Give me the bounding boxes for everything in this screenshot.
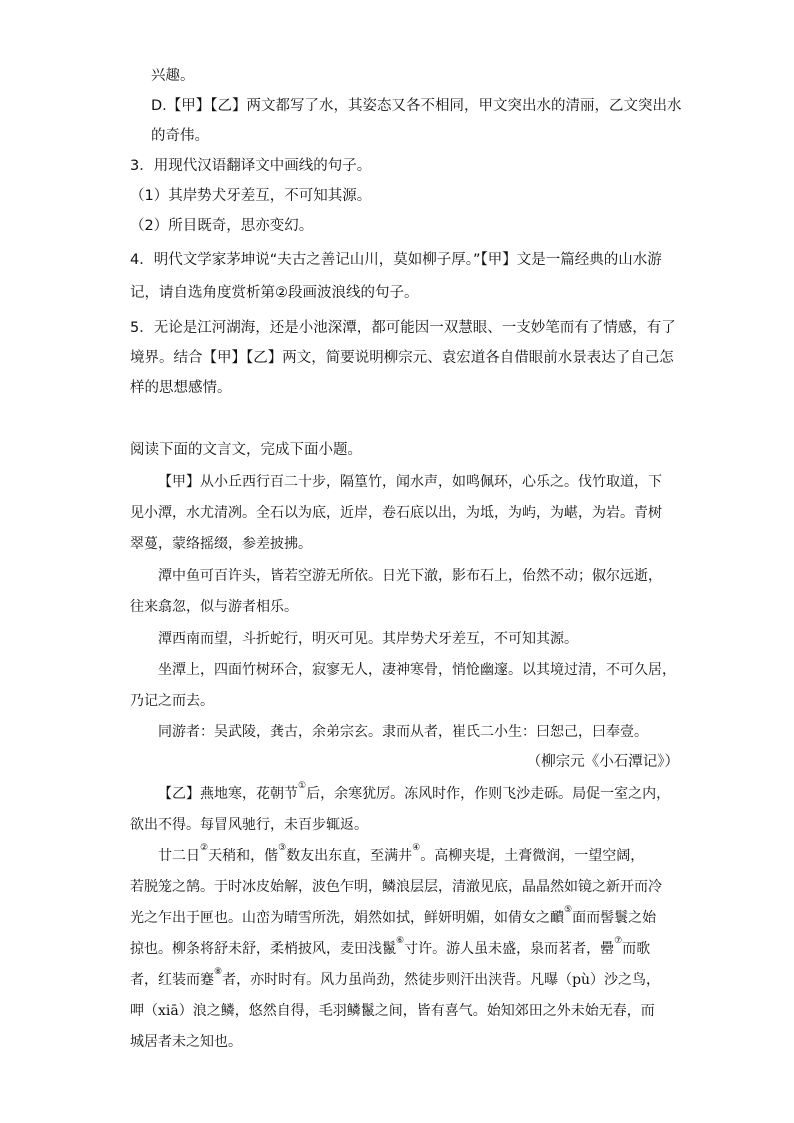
option-c-continuation: 兴趣。 bbox=[151, 68, 195, 84]
yi-text: 天稍和，偕 bbox=[208, 848, 279, 864]
yi-paragraph-2-line-7: 城居者未之知也。 bbox=[130, 1034, 242, 1050]
question-3-item-2: （2）所目既奇，思亦变幻。 bbox=[130, 218, 314, 234]
option-d-line-1: D.【甲】【乙】两文都写了水，其姿态又各不相同，甲文突出水的清丽，乙文突出水 bbox=[151, 98, 682, 114]
yi-paragraph-2-line-6: 呷（xiā）浪之鳞，悠然自得，毛羽鳞鬣之间，皆有喜气。始知郊田之外未始无春，而 bbox=[130, 1003, 655, 1019]
jia-paragraph-2-line-2: 往来翕忽，似与游者相乐。 bbox=[130, 599, 298, 615]
yi-text: 后，余寒犹厉。冻风时作，作则飞沙走砾。局促一室之内， bbox=[306, 786, 671, 802]
question-3-item-1: （1）其岸势犬牙差互，不可知其源。 bbox=[130, 188, 372, 204]
footnote-marker-4: ④ bbox=[412, 843, 421, 854]
footnote-marker-1: ① bbox=[298, 781, 307, 792]
question-5-line-3: 样的思想感情。 bbox=[130, 380, 232, 396]
footnote-marker-8: ⑧ bbox=[214, 967, 223, 978]
question-5-line-1: 5．无论是江河湖海，还是小池深潭，都可能因一双慧眼、一支妙笔而有了情感，有了 bbox=[130, 320, 676, 336]
yi-paragraph-2-line-2: 若脱笼之鹄。于时冰皮始解，波色乍明，鳞浪层层，清澈见底，晶晶然如镜之新开而冷 bbox=[130, 879, 662, 895]
yi-paragraph-1-line-2: 欲出不得。每冒风驰行，未百步辄返。 bbox=[130, 817, 368, 833]
footnote-marker-2: ② bbox=[200, 843, 209, 854]
jia-paragraph-1-line-1: 【甲】从小丘西行百二十步，隔篁竹，闻水声，如鸣佩环，心乐之。伐竹取道，下 bbox=[158, 474, 662, 490]
question-5-line-2: 境界。结合【甲】【乙】两文，简要说明柳宗元、袁宏道各自借眼前水景表达了自己怎 bbox=[130, 350, 674, 366]
jia-paragraph-4-line-2: 乃记之而去。 bbox=[130, 693, 214, 709]
yi-text: 数友出东直，至满井 bbox=[286, 848, 413, 864]
yi-text: 掠也。柳条将舒未舒，柔梢披风，麦田浅鬣 bbox=[130, 941, 396, 957]
jia-paragraph-4-line-1: 坐潭上，四面竹树环合，寂寥无人，凄神寒骨，悄怆幽邃。以其境过清，不可久居， bbox=[158, 662, 676, 678]
yi-text: 【乙】燕地寒，花朝节 bbox=[158, 786, 298, 802]
footnote-marker-3: ③ bbox=[278, 843, 287, 854]
yi-paragraph-2-line-1 bbox=[158, 843, 645, 866]
footnote-marker-5: ⑤ bbox=[564, 905, 573, 916]
yi-text: 而歌 bbox=[622, 941, 651, 957]
yi-text: 光之乍出于匣也。山峦为晴雪所洗，娟然如拭，鲜妍明媚，如倩女之靧 bbox=[130, 910, 564, 926]
yi-text: 寸许。游人虽未盛，泉而茗者，罍 bbox=[404, 941, 615, 957]
jia-source-citation: （柳宗元《小石潭记》） bbox=[526, 754, 679, 770]
reading-intro: 阅读下面的文言文，完成下面小题。 bbox=[130, 442, 362, 458]
yi-text: 面而髻鬟之始 bbox=[572, 910, 657, 926]
yi-paragraph-2-line-4 bbox=[130, 936, 651, 959]
yi-paragraph-1-line-1 bbox=[158, 781, 671, 804]
question-3: 3．用现代汉语翻译文中画线的句子。 bbox=[130, 158, 372, 174]
jia-paragraph-1-line-2: 见小潭，水尤清冽。全石以为底，近岸，卷石底以出，为坻，为屿，为嵁，为岩。青树 bbox=[130, 505, 662, 521]
yi-text: 。高柳夹堤，土膏微润，一望空阔， bbox=[420, 848, 645, 864]
jia-paragraph-5: 同游者：吴武陵，龚古，余弟宗玄。隶而从者，崔氏二小生：曰恕己，曰奉壹。 bbox=[158, 724, 648, 740]
yi-text: 者，红装而蹇 bbox=[130, 972, 214, 988]
question-4-line-2: 记，请自选角度赏析第②段画波浪线的句子。 bbox=[130, 285, 419, 301]
jia-paragraph-1-line-3: 翠蔓，蒙络摇缀，参差披拂。 bbox=[130, 536, 312, 552]
footnote-marker-7: ⑦ bbox=[614, 936, 623, 947]
yi-paragraph-2-line-3 bbox=[130, 905, 657, 928]
yi-text: 廿二日 bbox=[158, 848, 200, 864]
jia-paragraph-2-line-1: 潭中鱼可百许头，皆若空游无所依。日光下澈，影布石上，佁然不动；俶尔远逝， bbox=[158, 568, 662, 584]
yi-paragraph-2-line-5 bbox=[130, 967, 661, 990]
option-d-line-2: 的奇伟。 bbox=[151, 128, 209, 144]
jia-paragraph-3: 潭西南而望，斗折蛇行，明灭可见。其岸势犬牙差互，不可知其源。 bbox=[158, 631, 578, 647]
footnote-marker-6: ⑥ bbox=[396, 936, 405, 947]
yi-text: 者，亦时时有。风力虽尚劲，然徒步则汗出浃背。凡曝（pù）沙之鸟， bbox=[222, 972, 661, 988]
question-4-line-1: 4．明代文学家茅坤说“夫古之善记山川，莫如柳子厚。”【甲】文是一篇经典的山水游 bbox=[130, 252, 662, 268]
